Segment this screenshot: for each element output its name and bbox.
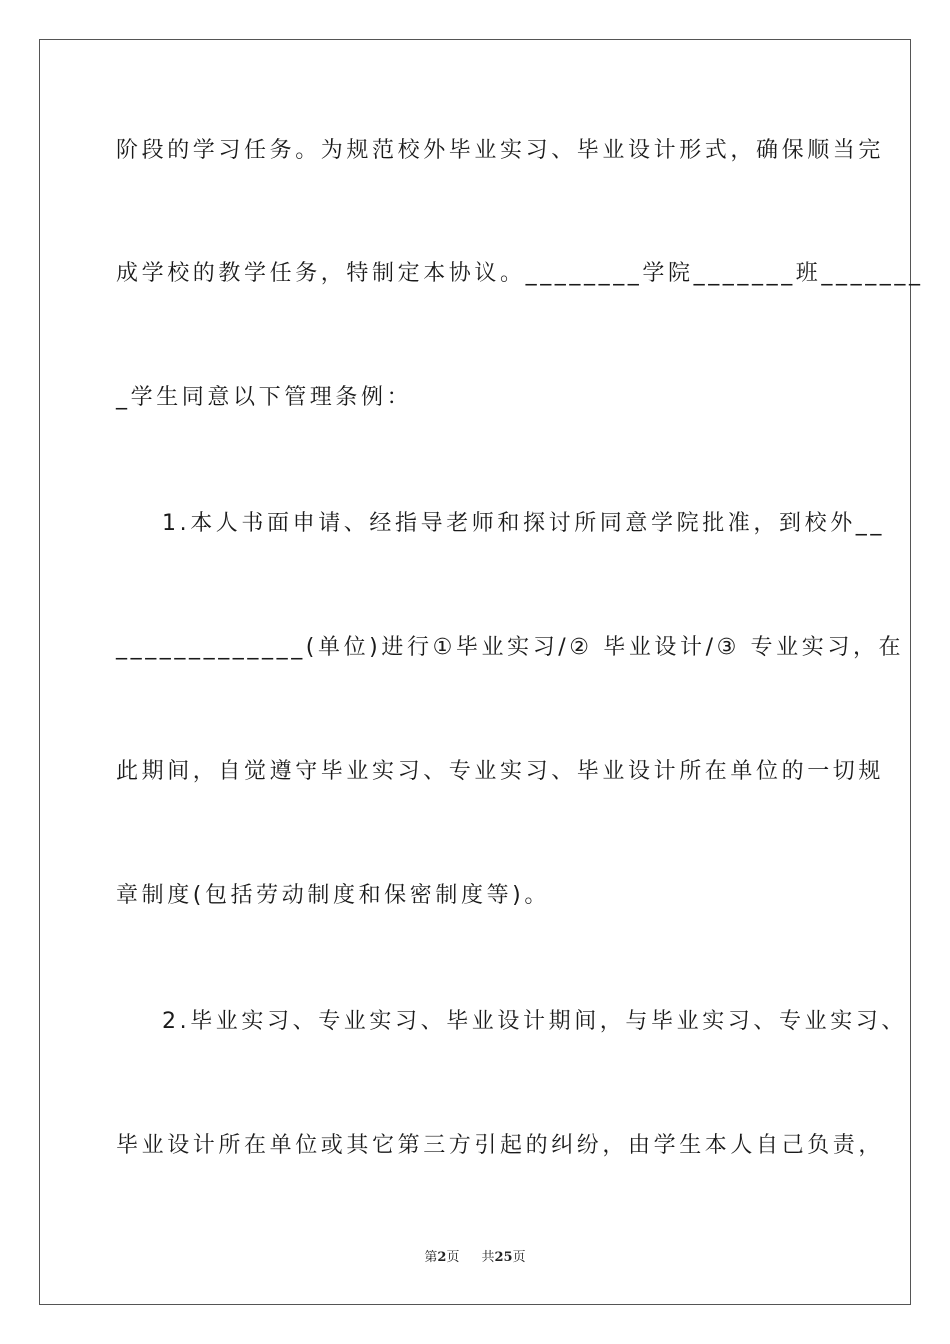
body-text-line-1: 阶段的学习任务。为规范校外毕业实习、毕业设计形式，确保顺当完 [116, 138, 885, 163]
body-text-line-5: _____________(单位)进行①毕业实习/② 毕业设计/③ 专业实习，在 [116, 635, 905, 660]
body-text-line-8: 2.毕业实习、专业实习、毕业设计期间，与毕业实习、专业实习、 [162, 1009, 907, 1034]
footer-page-number: 2 [437, 1250, 447, 1265]
body-text-line-9: 毕业设计所在单位或其它第三方引起的纠纷，由学生本人自己负责， [116, 1133, 885, 1158]
footer-total-suffix: 页 [512, 1250, 526, 1265]
footer-page-suffix: 页 [446, 1250, 460, 1265]
body-text-line-2: 成学校的教学任务，特制定本协议。________学院_______班_______ [116, 261, 924, 286]
body-text-line-4: 1.本人书面申请、经指导老师和探讨所同意学院批准，到校外__ [162, 511, 885, 536]
body-text-line-3: _学生同意以下管理条例： [116, 385, 413, 410]
footer-total-prefix: 共 [481, 1250, 495, 1265]
footer-total-pages: 25 [494, 1250, 513, 1265]
body-text-line-6: 此期间，自觉遵守毕业实习、专业实习、毕业设计所在单位的一切规 [116, 759, 885, 784]
footer-page-prefix: 第 [424, 1250, 438, 1265]
page-footer [0, 1246, 950, 1265]
page-border [39, 39, 924, 1305]
body-text-line-7: 章制度(包括劳动制度和保密制度等)。 [116, 883, 550, 908]
